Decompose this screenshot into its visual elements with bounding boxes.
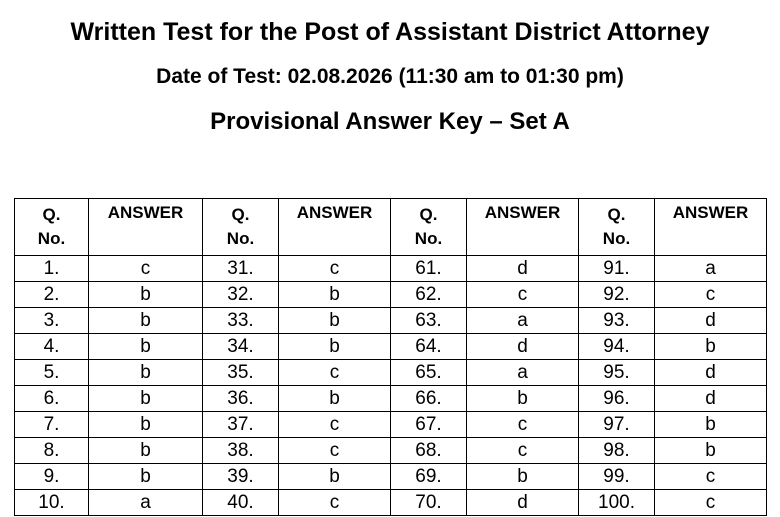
answer-cell: d [467, 256, 579, 282]
table-row [15, 334, 767, 360]
answer-cell: c [655, 282, 767, 308]
table-row [15, 308, 767, 334]
answer-header: ANSWER [279, 199, 391, 256]
answer-cell: b [89, 412, 203, 438]
answer-cell: b [89, 386, 203, 412]
answer-cell: c [467, 282, 579, 308]
answer-cell: b [655, 334, 767, 360]
question-number-cell: 36. [203, 386, 279, 412]
table-row [15, 386, 767, 412]
question-number-cell: 62. [391, 282, 467, 308]
question-number-cell: 95. [579, 360, 655, 386]
answer-cell: b [89, 282, 203, 308]
question-number-cell: 99. [579, 464, 655, 490]
question-number-cell: 34. [203, 334, 279, 360]
answer-cell: a [467, 360, 579, 386]
answer-cell: b [89, 360, 203, 386]
answer-cell: b [89, 334, 203, 360]
question-number-cell: 6. [15, 386, 89, 412]
question-number-cell: 3. [15, 308, 89, 334]
table-row [15, 490, 767, 516]
answer-header: ANSWER [655, 199, 767, 256]
answer-cell: a [655, 256, 767, 282]
answer-cell: b [89, 464, 203, 490]
question-number-cell: 40. [203, 490, 279, 516]
question-number-cell: 68. [391, 438, 467, 464]
question-number-cell: 8. [15, 438, 89, 464]
answer-cell: b [89, 308, 203, 334]
question-number-cell: 2. [15, 282, 89, 308]
answer-cell: b [655, 412, 767, 438]
question-number-cell: 37. [203, 412, 279, 438]
answer-cell: b [467, 464, 579, 490]
question-number-cell: 61. [391, 256, 467, 282]
answer-cell: c [279, 490, 391, 516]
table-header-row [15, 199, 767, 256]
question-number-cell: 96. [579, 386, 655, 412]
question-number-cell: 100. [579, 490, 655, 516]
answer-cell: c [655, 490, 767, 516]
question-number-cell: 38. [203, 438, 279, 464]
answer-cell: c [279, 360, 391, 386]
question-number-cell: 97. [579, 412, 655, 438]
question-number-cell: 92. [579, 282, 655, 308]
question-number-cell: 64. [391, 334, 467, 360]
question-number-cell: 39. [203, 464, 279, 490]
answer-cell: d [467, 490, 579, 516]
question-number-cell: 67. [391, 412, 467, 438]
answer-key-subtitle: Provisional Answer Key – Set A [210, 108, 570, 135]
answer-header: ANSWER [89, 199, 203, 256]
question-number-cell: 35. [203, 360, 279, 386]
answer-cell: c [279, 256, 391, 282]
question-number-cell: 98. [579, 438, 655, 464]
answer-key-table [14, 198, 767, 516]
answer-cell: c [89, 256, 203, 282]
table-row [15, 438, 767, 464]
question-number-cell: 66. [391, 386, 467, 412]
question-number-cell: 69. [391, 464, 467, 490]
question-number-cell: 5. [15, 360, 89, 386]
question-number-cell: 31. [203, 256, 279, 282]
question-number-cell: 94. [579, 334, 655, 360]
table-row [15, 412, 767, 438]
answer-cell: d [467, 334, 579, 360]
answer-cell: c [279, 438, 391, 464]
answer-header: ANSWER [467, 199, 579, 256]
question-number-cell: 93. [579, 308, 655, 334]
question-number-cell: 65. [391, 360, 467, 386]
table-row [15, 360, 767, 386]
answer-cell: b [89, 438, 203, 464]
table-row [15, 256, 767, 282]
answer-cell: c [655, 464, 767, 490]
answer-cell: a [89, 490, 203, 516]
answer-cell: b [279, 282, 391, 308]
document-title: Written Test for the Post of Assistant District Attorney [70, 18, 710, 46]
answer-cell: b [655, 438, 767, 464]
question-number-cell: 4. [15, 334, 89, 360]
question-number-cell: 10. [15, 490, 89, 516]
answer-cell: c [279, 412, 391, 438]
answer-cell: b [279, 334, 391, 360]
question-number-cell: 63. [391, 308, 467, 334]
question-number-cell: 91. [579, 256, 655, 282]
answer-cell: c [467, 412, 579, 438]
question-number-cell: 9. [15, 464, 89, 490]
question-number-cell: 32. [203, 282, 279, 308]
answer-cell: b [279, 464, 391, 490]
q-no-header: Q. No. [15, 199, 89, 256]
q-no-header: Q. No. [391, 199, 467, 256]
table-row [15, 464, 767, 490]
answer-cell: b [279, 308, 391, 334]
answer-key-body [15, 199, 767, 516]
table-row [15, 282, 767, 308]
q-no-header: Q. No. [203, 199, 279, 256]
question-number-cell: 7. [15, 412, 89, 438]
answer-cell: d [655, 308, 767, 334]
test-date-line: Date of Test: 02.08.2026 (11:30 am to 01:30 pm) [156, 65, 624, 88]
question-number-cell: 1. [15, 256, 89, 282]
question-number-cell: 33. [203, 308, 279, 334]
answer-cell: c [467, 438, 579, 464]
answer-cell: b [279, 386, 391, 412]
answer-cell: a [467, 308, 579, 334]
answer-cell: d [655, 360, 767, 386]
answer-cell: d [655, 386, 767, 412]
question-number-cell: 70. [391, 490, 467, 516]
q-no-header: Q. No. [579, 199, 655, 256]
answer-cell: b [467, 386, 579, 412]
